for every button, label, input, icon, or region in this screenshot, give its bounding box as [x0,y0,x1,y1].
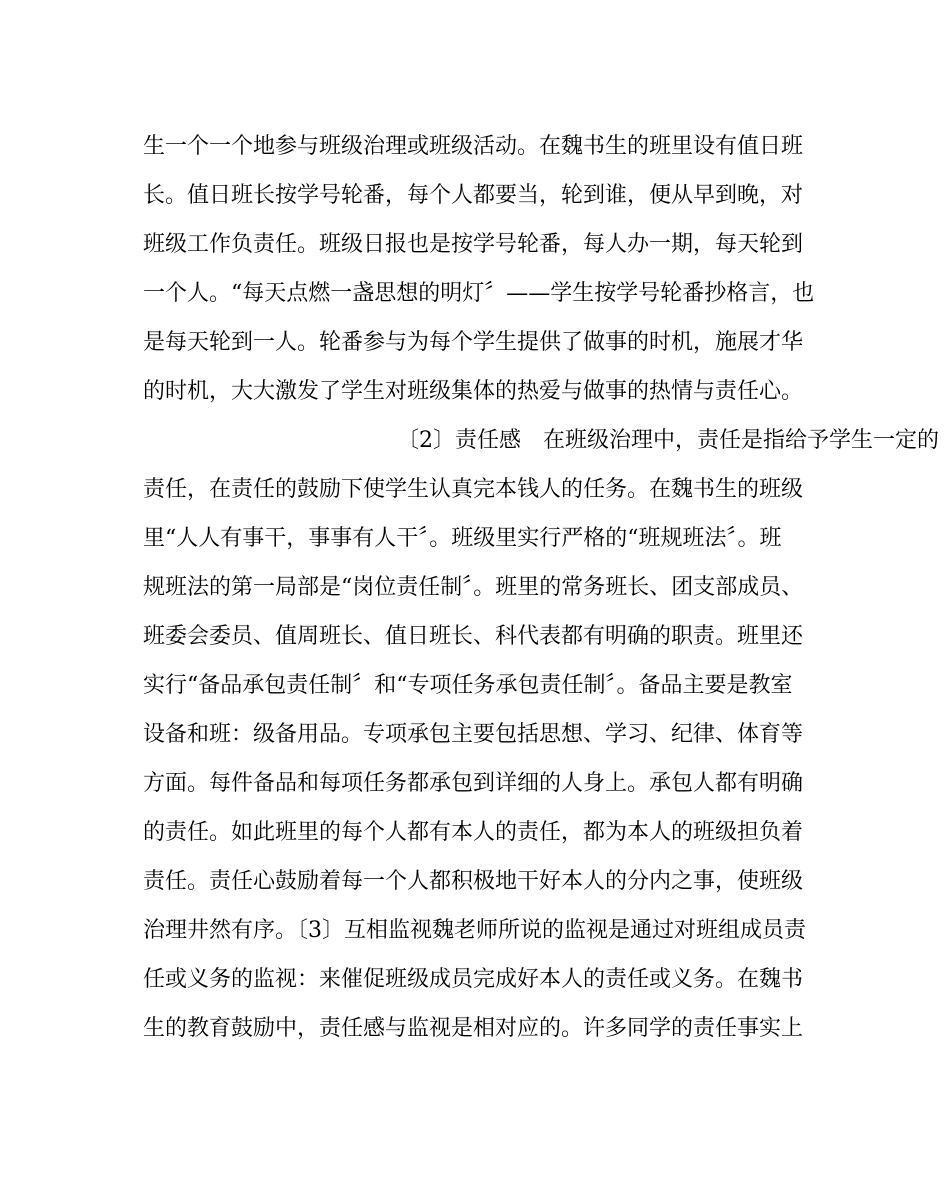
text-line: 长。值日班长按学号轮番，每个人都要当，轮到谁，便从早到晚，对 [143,183,804,208]
section-heading-line: 〔2〕责任感 在班级治理中，责任是指给予学生一定的 [397,428,939,453]
text-line: 生的教育鼓励中，责任感与监视是相对应的。许多同学的责任事实上 [143,1016,804,1041]
text-line: 班级工作负责任。班级日报也是按学号轮番，每人办一期，每天轮到 [143,232,804,257]
text-line: 方面。每件备品和每项任务都承包到详细的人身上。承包人都有明确 [143,771,804,796]
text-line: 规班法的第一局部是“岗位责任制〞。班里的常务班长、团支部成员、 [143,575,804,600]
text-line: 任或义务的监视：来催促班级成员完成好本人的责任或义务。在魏书 [143,967,804,992]
text-line: 设备和班：级备用品。专项承包主要包括思想、学习、纪律、体育等 [143,722,804,747]
text-line: 责任。责任心鼓励着每一个人都积极地干好本人的分内之事，使班级 [143,869,804,894]
text-line: 里“人人有事干，事事有人干〞。班级里实行严格的“班规班法〞。班 [143,526,782,551]
text-line: 生一个一个地参与班级治理或班级活动。在魏书生的班里设有值日班 [143,134,804,159]
text-line: 是每天轮到一人。轮番参与为每个学生提供了做事的时机，施展才华 [143,330,804,355]
text-line: 实行“备品承包责任制〞和“专项任务承包责任制〞。备品主要是教室 [143,673,793,698]
text-line: 一个人。“每天点燃一盏思想的明灯〞——学生按学号轮番抄格言，也 [143,281,815,306]
text-line: 治理井然有序。〔3〕互相监视魏老师所说的监视是通过对班组成员责 [143,918,806,943]
text-line: 的时机，大大激发了学生对班级集体的热爱与做事的热情与责任心。 [143,379,804,404]
text-line: 班委会委员、值周班长、值日班长、科代表都有明确的职责。班里还 [143,624,804,649]
text-line: 的责任。如此班里的每个人都有本人的责任，都为本人的班级担负着 [143,820,804,845]
text-line: 责任，在责任的鼓励下使学生认真完本钱人的任务。在魏书生的班级 [143,477,804,502]
